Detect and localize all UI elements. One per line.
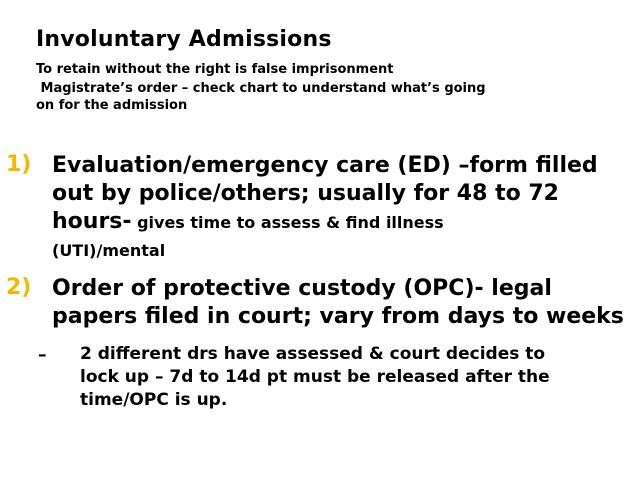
list-item-1-line-1: Evaluation/emergency care (ED) –form filled: [52, 153, 598, 178]
sub-bullet-line-2: lock up – 7d to 14d pt must be released after the: [80, 367, 550, 387]
list-item-1-line-3-big: hours-: [52, 209, 132, 234]
list-item-2-line-2: papers filed in court; vary from days to weeks: [52, 304, 624, 329]
slide-title: Involuntary Admissions: [36, 27, 332, 52]
sub-bullet-line-3: time/OPC is up.: [80, 390, 228, 410]
list-item-1-text: [52, 152, 598, 265]
list-number-2: 2): [6, 275, 32, 300]
sub-bullet-marker: –: [38, 345, 47, 365]
list-number-1: 1): [6, 152, 32, 177]
sub-bullet-text: [80, 343, 550, 412]
list-item-1-line-4: (UTI)/mental: [52, 241, 166, 260]
subtitle-line-1: To retain without the right is false imprisonment: [36, 62, 394, 77]
list-item-2-text: [52, 275, 624, 331]
subtitle-line-2b: on for the admission: [36, 98, 188, 113]
subtitle-line-2: [36, 80, 596, 114]
list-item-1-line-3: [52, 208, 598, 237]
list-item-1-line-3-small: gives time to assess & find illness: [131, 213, 444, 232]
list-item-1-line-2: out by police/others; usually for 48 to 72: [52, 181, 559, 206]
list-item-2-line-1: Order of protective custody (OPC)- legal: [52, 276, 552, 301]
subtitle-line-2a: Magistrate’s order – check chart to understand what’s going: [36, 81, 486, 96]
sub-bullet-line-1: 2 different drs have assessed & court decides to: [80, 344, 546, 364]
